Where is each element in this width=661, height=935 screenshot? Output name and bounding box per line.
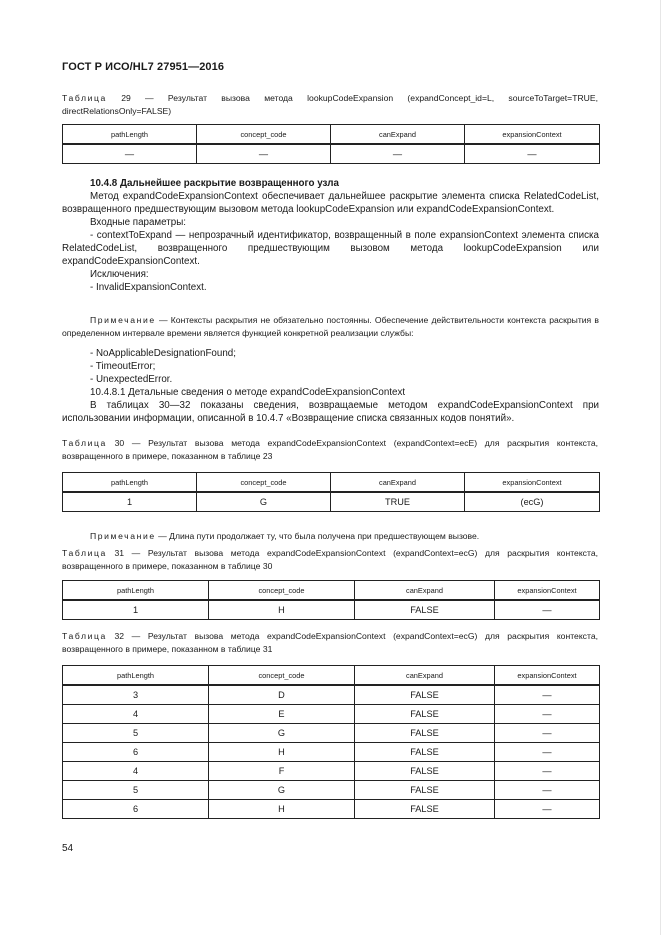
column-header: pathLength xyxy=(63,125,197,145)
table-cell: — xyxy=(495,800,600,819)
table-label: Таблица xyxy=(62,93,107,103)
table-row xyxy=(63,600,600,620)
section-heading: 10.4.8 Дальнейшее раскрытие возвращенного узла xyxy=(90,178,339,189)
table-header-row xyxy=(63,666,600,686)
column-header: canExpand xyxy=(355,666,495,686)
caption-text: 32 — Результат вызова метода expandCodeExpansionContext (expandContext=ecG) для раскрытия контекста, возвращенного в примере, показанном в таблице 31 xyxy=(62,631,598,654)
table-cell: — xyxy=(495,781,600,800)
table-30 xyxy=(62,472,600,512)
table-cell: H xyxy=(209,800,355,819)
column-header: expansionContext xyxy=(465,125,600,145)
note-1 xyxy=(62,314,599,340)
exceptions-label: Исключения: xyxy=(90,269,149,280)
column-header: canExpand xyxy=(355,581,495,601)
column-header: pathLength xyxy=(63,581,209,601)
document-header: ГОСТ Р ИСО/HL7 27951—2016 xyxy=(62,61,225,73)
table-cell: FALSE xyxy=(355,724,495,743)
table-cell: — xyxy=(495,762,600,781)
exceptions-item: - InvalidExpansionContext. xyxy=(90,282,207,293)
table-row xyxy=(63,724,600,743)
table-cell: H xyxy=(209,743,355,762)
table-cell: — xyxy=(495,743,600,762)
table-header-row xyxy=(63,125,600,145)
column-header: concept_code xyxy=(197,125,331,145)
table-cell: F xyxy=(209,762,355,781)
table-cell: 3 xyxy=(63,685,209,705)
table-cell: 4 xyxy=(63,762,209,781)
table-label: Таблица xyxy=(62,631,107,641)
table-cell: 6 xyxy=(63,800,209,819)
table-cell: (ecG) xyxy=(465,492,600,512)
table-cell: FALSE xyxy=(355,685,495,705)
inputs-label: Входные параметры: xyxy=(90,217,186,228)
table-cell: TRUE xyxy=(331,492,465,512)
column-header: concept_code xyxy=(209,581,355,601)
note-label: Примечание xyxy=(90,531,156,541)
table-31-caption xyxy=(62,547,598,573)
list-item: - UnexpectedError. xyxy=(90,374,173,385)
table-cell: FALSE xyxy=(355,800,495,819)
table-cell: — xyxy=(495,705,600,724)
note-text: — Длина пути продолжает ту, что была получена при предшествующем вызове. xyxy=(155,531,480,541)
table-cell: FALSE xyxy=(355,705,495,724)
table-cell: G xyxy=(209,781,355,800)
table-cell: — xyxy=(197,144,331,164)
table-cell: 5 xyxy=(63,781,209,800)
section-body xyxy=(62,177,599,294)
paragraph: Метод expandCodeExpansionContext обеспечивает дальнейшее раскрытие элемента списка RelatedCodeList, возвращенного предшествующим вызовом метода lookupCodeExpansion или expandCodeExpansionContext. xyxy=(62,191,599,215)
caption-text: 29 — Результат вызова метода lookupCodeExpansion (expandConcept_id=L, sourceToTarget=TRUE, directRelationsOnly=FALSE) xyxy=(62,93,598,116)
table-cell: FALSE xyxy=(355,600,495,620)
table-cell: H xyxy=(209,600,355,620)
sub-heading: 10.4.8.1 Детальные сведения о методе expandCodeExpansionContext xyxy=(90,387,406,398)
table-row xyxy=(63,144,600,164)
list-item: - NoApplicableDesignationFound; xyxy=(90,348,236,359)
table-31 xyxy=(62,580,600,620)
table-cell: D xyxy=(209,685,355,705)
table-row xyxy=(63,800,600,819)
table-cell: — xyxy=(331,144,465,164)
table-32 xyxy=(62,665,600,819)
table-29 xyxy=(62,124,600,164)
table-cell: FALSE xyxy=(355,743,495,762)
table-cell: — xyxy=(63,144,197,164)
note-text: — Контексты раскрытия не обязательно постоянны. Обеспечение действительности контекста раскрытия в определенном интервале времени является функцией конкретной реализации службы: xyxy=(62,315,599,338)
table-cell: — xyxy=(495,685,600,705)
table-header-row xyxy=(63,473,600,493)
table-cell: — xyxy=(465,144,600,164)
table-cell: 1 xyxy=(63,492,197,512)
table-cell: 5 xyxy=(63,724,209,743)
note-label: Примечание xyxy=(90,315,156,325)
table-cell: 6 xyxy=(63,743,209,762)
table-label: Таблица xyxy=(62,548,107,558)
table-cell: FALSE xyxy=(355,762,495,781)
table-cell: FALSE xyxy=(355,781,495,800)
column-header: expansionContext xyxy=(465,473,600,493)
table-header-row xyxy=(63,581,600,601)
column-header: canExpand xyxy=(331,125,465,145)
note-2 xyxy=(62,530,599,543)
table-cell: — xyxy=(495,600,600,620)
column-header: concept_code xyxy=(197,473,331,493)
column-header: pathLength xyxy=(63,473,197,493)
column-header: pathLength xyxy=(63,666,209,686)
table-row xyxy=(63,762,600,781)
table-32-caption xyxy=(62,630,598,656)
table-cell: G xyxy=(209,724,355,743)
table-row xyxy=(63,705,600,724)
table-30-caption xyxy=(62,437,598,463)
table-row xyxy=(63,743,600,762)
column-header: expansionContext xyxy=(495,666,600,686)
table-cell: 1 xyxy=(63,600,209,620)
table-row xyxy=(63,492,600,512)
table-cell: E xyxy=(209,705,355,724)
table-29-caption xyxy=(62,92,598,118)
table-cell: 4 xyxy=(63,705,209,724)
list-item: - TimeoutError; xyxy=(90,361,156,372)
table-row xyxy=(63,685,600,705)
page-number: 54 xyxy=(62,843,74,854)
paragraph: В таблицах 30—32 показаны сведения, возвращаемые методом expandCodeExpansionContext при использовании информации, описанной в 10.4.7 «Возвращение списка связанных кодов понятий». xyxy=(62,400,599,424)
column-header: concept_code xyxy=(209,666,355,686)
table-cell: — xyxy=(495,724,600,743)
caption-text: 31 — Результат вызова метода expandCodeExpansionContext (expandContext=ecG) для раскрытия контекста, возвращенного в примере, показанном в таблице 30 xyxy=(62,548,598,571)
caption-text: 30 — Результат вызова метода expandCodeExpansionContext (expandContext=ecE) для раскрытия контекста, возвращенного в примере, показанном в таблице 23 xyxy=(62,438,598,461)
table-label: Таблица xyxy=(62,438,107,448)
column-header: canExpand xyxy=(331,473,465,493)
table-row xyxy=(63,781,600,800)
inputs-item: - contextToExpand — непрозрачный идентификатор, возвращенный в поле expansionContext элемента списка RelatedCodeList, возвращенного предшествующим вызовом метода lookupCodeExpansion или expandCodeExpansionContext. xyxy=(62,230,599,267)
table-cell: G xyxy=(197,492,331,512)
section-body-2 xyxy=(62,347,599,425)
column-header: expansionContext xyxy=(495,581,600,601)
